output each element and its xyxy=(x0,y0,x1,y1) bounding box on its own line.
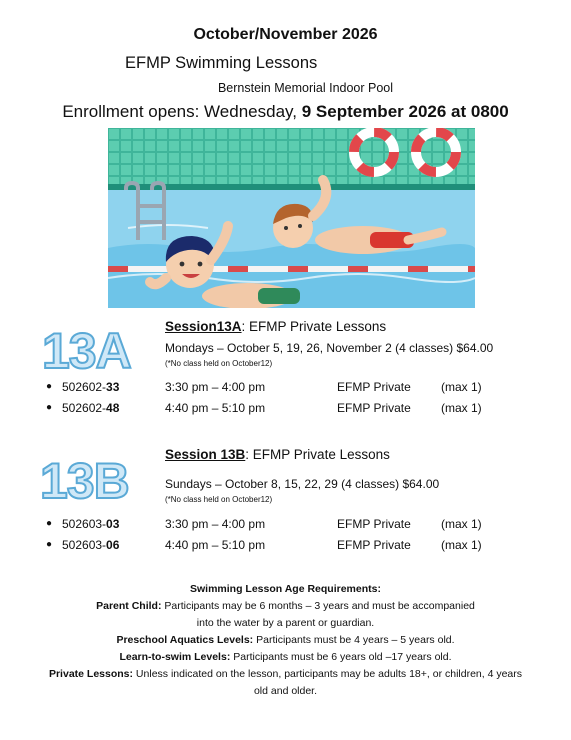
requirement-label: Parent Child: xyxy=(96,600,162,612)
session-13b-subtitle: : EFMP Private Lessons xyxy=(245,447,390,462)
requirement-text: Participants must be 6 years old –17 years old. xyxy=(230,651,452,663)
venue-name: Bernstein Memorial Indoor Pool xyxy=(217,81,394,95)
class-code xyxy=(62,538,119,554)
class-max: (max 1) xyxy=(441,517,482,531)
flyer-title: October/November 2026 xyxy=(193,26,378,43)
class-type: EFMP Private xyxy=(337,538,411,552)
class-type: EFMP Private xyxy=(337,380,411,394)
class-max: (max 1) xyxy=(441,538,482,552)
session-13a-title xyxy=(165,319,386,334)
requirement-text: Unless indicated on the lesson, participants may be adults 18+, or children, 4 years xyxy=(133,668,523,680)
requirement-text: Participants must be 4 years – 5 years old. xyxy=(253,634,455,646)
requirements-heading-text: Swimming Lesson Age Requirements: xyxy=(190,583,381,595)
session-13b-schedule: Sundays – October 8, 15, 22, 29 (4 classes) $64.00 xyxy=(165,477,440,491)
session-13a-badge: 13A xyxy=(42,323,131,379)
session-13a-name: Session13A xyxy=(165,319,242,334)
class-code xyxy=(62,517,119,533)
class-time: 3:30 pm – 4:00 pm xyxy=(165,380,266,394)
requirement-learn-to-swim xyxy=(0,649,571,666)
enrollment-line xyxy=(0,102,571,122)
bullet-icon: ● xyxy=(46,539,53,550)
class-type: EFMP Private xyxy=(337,401,411,415)
enrollment-prefix: Enrollment opens: Wednesday, xyxy=(62,102,302,121)
bullet-icon: ● xyxy=(46,402,53,413)
class-code-prefix: 502603- xyxy=(62,517,107,531)
session-13b-badge: 13B xyxy=(40,453,129,509)
class-code-suffix: 06 xyxy=(106,538,120,552)
class-max: (max 1) xyxy=(441,380,482,394)
class-code-prefix: 502602- xyxy=(62,401,107,415)
bullet-icon: ● xyxy=(46,381,53,392)
session-13b-name: Session 13B xyxy=(165,447,246,462)
enrollment-date: 9 September 2026 at 0800 xyxy=(301,102,509,121)
class-code-suffix: 33 xyxy=(106,380,120,394)
class-code-prefix: 502603- xyxy=(62,538,107,552)
bullet-icon: ● xyxy=(46,518,53,529)
flyer-subtitle: EFMP Swimming Lessons xyxy=(125,54,318,72)
requirement-parent-child-cont: into the water by a parent or guardian. xyxy=(196,617,375,629)
requirement-label: Private Lessons: xyxy=(48,668,134,680)
class-code-prefix: 502602- xyxy=(62,380,107,394)
class-code-suffix: 48 xyxy=(106,401,120,415)
class-type: EFMP Private xyxy=(337,517,411,531)
requirement-parent-child xyxy=(0,598,571,615)
requirement-label: Preschool Aquatics Levels: xyxy=(116,634,254,646)
class-code xyxy=(62,380,119,396)
session-13a-subtitle: : EFMP Private Lessons xyxy=(241,319,387,334)
requirements-heading xyxy=(0,581,571,598)
requirement-text: Participants may be 6 months – 3 years and must be accompanied xyxy=(161,600,475,612)
class-code-suffix: 03 xyxy=(106,517,120,531)
class-time: 4:40 pm – 5:10 pm xyxy=(165,401,266,415)
session-13b-title xyxy=(165,447,390,462)
kids-swimming-pool-illustration xyxy=(108,128,475,308)
class-code xyxy=(62,401,119,417)
session-13a-schedule: Mondays – October 5, 19, 26, November 2 (4 classes) $64.00 xyxy=(165,341,494,355)
session-13a-note: (*No class held on October12) xyxy=(165,359,273,368)
class-max: (max 1) xyxy=(441,401,482,415)
session-13b-note: (*No class held on October12) xyxy=(165,495,273,504)
requirement-label: Learn-to-swim Levels: xyxy=(119,651,231,663)
class-time: 3:30 pm – 4:00 pm xyxy=(165,517,266,531)
requirement-preschool xyxy=(0,632,571,649)
requirement-private-cont: old and older. xyxy=(253,685,318,697)
requirement-private xyxy=(0,666,571,683)
class-time: 4:40 pm – 5:10 pm xyxy=(165,538,266,552)
